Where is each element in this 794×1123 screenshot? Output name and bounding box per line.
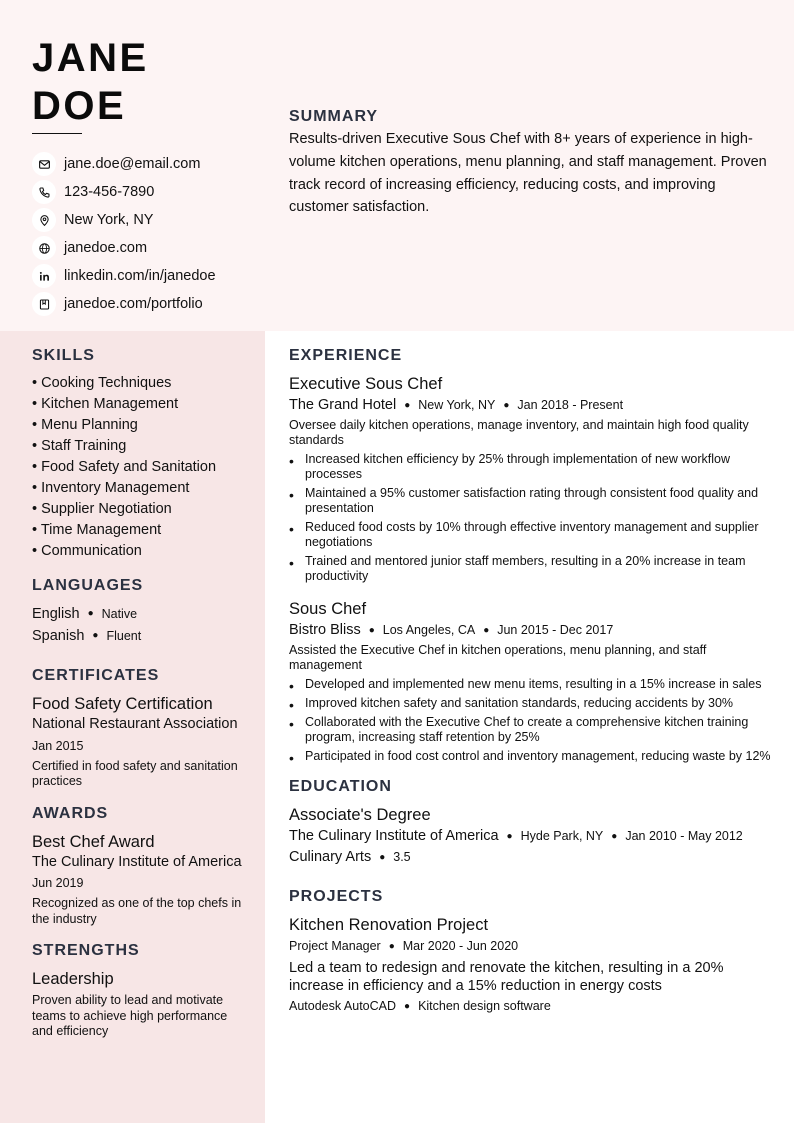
projects-section (289, 888, 771, 1016)
award-item (32, 831, 242, 928)
strength-description: Proven ability to lead and motivate teams to achieve high performance and efficiency (32, 993, 228, 1038)
sidebar (32, 347, 242, 1040)
degree-title: Associate's Degree (289, 806, 431, 824)
skill-item: • Staff Training (32, 438, 127, 454)
certificate-item (32, 693, 242, 790)
contact-portfolio[interactable] (32, 290, 216, 318)
first-name: JANE (32, 36, 149, 80)
candidate-name (32, 34, 149, 130)
job-achievements (289, 677, 771, 764)
language-level: Native (101, 607, 138, 621)
achievement-item: • Developed and implemented new menu items, resulting in a 15% increase in sales (289, 677, 771, 692)
job-description: Assisted the Executive Chef in kitchen operations, menu planning, and staff management (289, 643, 707, 672)
job-location: New York, NY (418, 398, 496, 412)
project-dates: Mar 2020 - Jun 2020 (402, 939, 519, 953)
award-date: Jun 2019 (32, 876, 84, 890)
projects-heading: PROJECTS (289, 888, 384, 905)
project-title: Kitchen Renovation Project (289, 916, 489, 934)
contact-location-text: New York, NY (64, 212, 154, 228)
language-name: Spanish (32, 628, 85, 644)
location-pin-icon (32, 208, 56, 232)
job-location: Los Angeles, CA (382, 623, 476, 637)
project-tool: Autodesk AutoCAD (289, 999, 397, 1013)
job-company: The Grand Hotel (289, 397, 397, 413)
contact-website-text: janedoe.com (64, 240, 148, 256)
languages-heading: LANGUAGES (32, 577, 144, 594)
field-of-study: Culinary Arts (289, 849, 372, 865)
language-item: Spanish ● Fluent (32, 628, 142, 644)
skill-item: • Food Safety and Sanitation (32, 459, 217, 475)
strength-title: Leadership (32, 970, 114, 988)
job-achievements (289, 452, 771, 584)
strengths-section (32, 942, 242, 1040)
language-level: Fluent (106, 629, 142, 643)
globe-icon (32, 236, 56, 260)
achievement-item: • Reduced food costs by 10% through effective inventory management and supplier negotiations (289, 520, 771, 550)
certificates-heading: CERTIFICATES (32, 667, 160, 684)
contact-portfolio-text: janedoe.com/portfolio (64, 296, 203, 312)
education-dates: Jan 2010 - May 2012 (625, 829, 743, 843)
contact-website[interactable] (32, 234, 216, 262)
education-field-row: Culinary Arts ● 3.5 (289, 849, 411, 865)
contact-phone[interactable] (32, 178, 216, 206)
contact-email-text: jane.doe@email.com (64, 156, 201, 172)
languages-section (32, 577, 242, 647)
job-title: Sous Chef (289, 600, 367, 618)
education-meta: The Culinary Institute of America ● Hyde Park, NY ● Jan 2010 - May 2012 (289, 828, 743, 844)
project-tools: Autodesk AutoCAD ● Kitchen design software (289, 999, 551, 1013)
achievement-item: • Participated in food cost control and inventory management, reducing waste by 12% (289, 749, 771, 764)
job-company: Bistro Bliss (289, 622, 361, 638)
skill-item: • Communication (32, 543, 142, 559)
last-name: DOE (32, 84, 127, 128)
certificate-description: Certified in food safety and sanitation practices (32, 758, 238, 788)
strengths-heading: STRENGTHS (32, 942, 140, 959)
skill-item: • Cooking Techniques (32, 375, 172, 391)
awards-heading: AWARDS (32, 804, 109, 822)
contact-linkedin[interactable] (32, 262, 216, 290)
project-description: Led a team to redesign and renovate the kitchen, resulting in a 20% increase in efficiency and a 15% reduction in energy costs (289, 960, 724, 994)
certificates-section (32, 667, 242, 790)
summary-section (289, 108, 769, 219)
job-description: Oversee daily kitchen operations, manage inventory, and maintain high food quality standards (289, 418, 749, 447)
certificate-date: Jan 2015 (32, 738, 84, 753)
name-divider (32, 133, 82, 134)
linkedin-icon (32, 264, 56, 288)
achievement-item: • Collaborated with the Executive Chef to create a comprehensive kitchen training program, increasing staff retention by 25% (289, 715, 771, 745)
job-meta: Bistro Bliss ● Los Angeles, CA ● Jun 2015 - Dec 2017 (289, 622, 614, 638)
contact-location (32, 206, 216, 234)
phone-icon (32, 180, 56, 204)
job-meta: The Grand Hotel ● New York, NY ● Jan 2018 - Present (289, 397, 624, 413)
skill-item: • Inventory Management (32, 480, 190, 496)
gpa: 3.5 (393, 850, 411, 864)
language-item: English ● Native (32, 606, 138, 622)
experience-section (289, 347, 771, 764)
project-tool: Kitchen design software (418, 999, 551, 1013)
skills-list (32, 373, 242, 562)
strength-item (32, 968, 242, 1040)
job-entry (289, 373, 771, 584)
achievement-item: • Increased kitchen efficiency by 25% through implementation of new workflow processes (289, 452, 771, 482)
project-meta: Project Manager ● Mar 2020 - Jun 2020 (289, 939, 519, 953)
portfolio-icon (32, 292, 56, 316)
skill-item: • Time Management (32, 522, 162, 538)
contact-list (32, 150, 216, 318)
skill-item: • Supplier Negotiation (32, 501, 172, 517)
achievement-item: • Improved kitchen safety and sanitation standards, reducing accidents by 30% (289, 696, 771, 711)
job-dates: Jun 2015 - Dec 2017 (497, 623, 614, 637)
skill-item: • Menu Planning (32, 417, 138, 433)
awards-section (32, 805, 242, 928)
skills-heading: SKILLS (32, 347, 95, 364)
job-entry (289, 598, 771, 764)
award-description: Recognized as one of the top chefs in the industry (32, 896, 242, 926)
job-title: Executive Sous Chef (289, 375, 443, 393)
achievement-item: • Trained and mentored junior staff members, resulting in a 20% increase in team productivity (289, 554, 771, 584)
skills-section (32, 347, 242, 562)
experience-heading: EXPERIENCE (289, 347, 403, 364)
job-dates: Jan 2018 - Present (517, 398, 624, 412)
summary-heading: SUMMARY (289, 108, 379, 125)
contact-email[interactable] (32, 150, 216, 178)
language-name: English (32, 606, 80, 622)
main-column (289, 347, 771, 1016)
mail-icon (32, 152, 56, 176)
contact-linkedin-text: linkedin.com/in/janedoe (64, 268, 216, 284)
award-title: Best Chef Award (32, 832, 155, 851)
education-section (289, 778, 771, 868)
certificate-title: Food Safety Certification (32, 695, 213, 713)
award-issuer: The Culinary Institute of America (32, 853, 242, 870)
school-location: Hyde Park, NY (520, 829, 604, 843)
project-role: Project Manager (289, 939, 381, 953)
summary-text: Results-driven Executive Sous Chef with 8+ years of experience in high-volume kitchen operations, menu planning, and staff management. Proven track record of increasing efficiency, reducing costs, and improving customer satisfaction. (289, 131, 767, 216)
school-name: The Culinary Institute of America (289, 828, 499, 844)
certificate-issuer: National Restaurant Association (32, 716, 238, 732)
skill-item: • Kitchen Management (32, 396, 179, 412)
achievement-item: • Maintained a 95% customer satisfaction rating through consistent food quality and presentation (289, 486, 771, 516)
education-heading: EDUCATION (289, 778, 392, 795)
contact-phone-text: 123-456-7890 (64, 184, 155, 200)
